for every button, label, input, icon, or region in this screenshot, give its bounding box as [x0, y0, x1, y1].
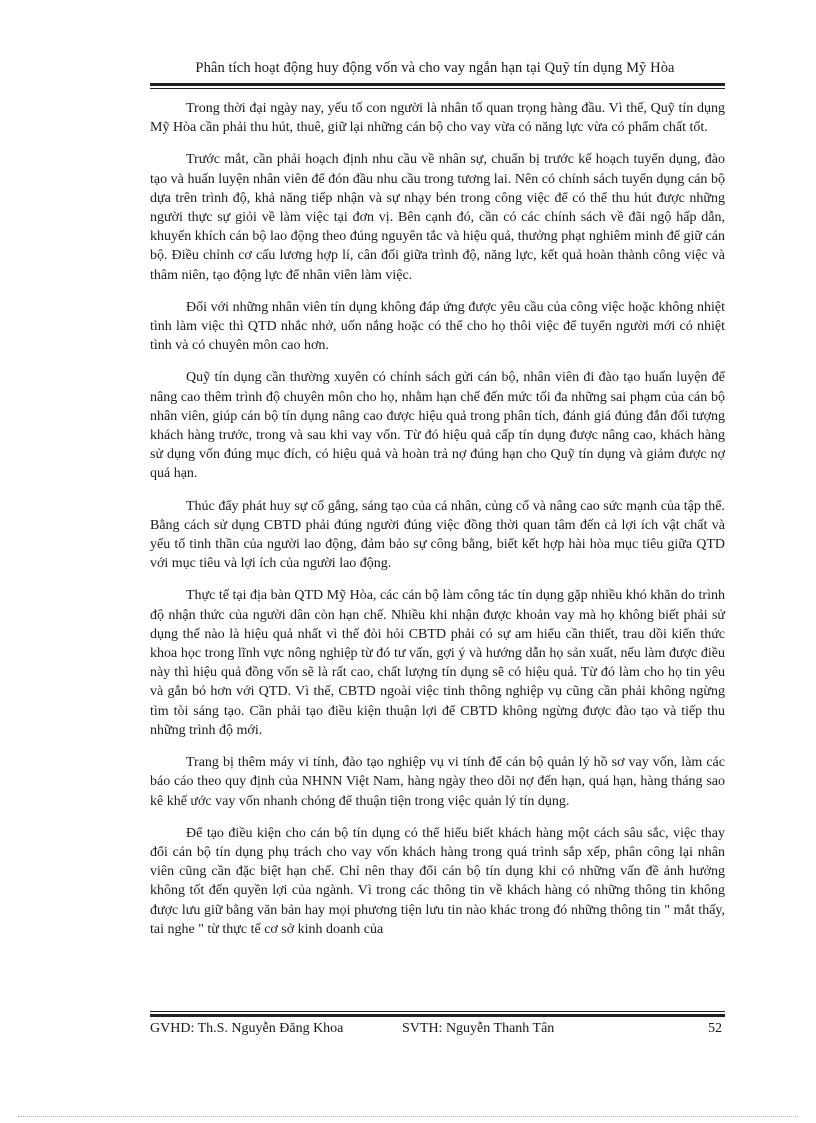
paragraph-8: Để tạo điều kiện cho cán bộ tín dụng có thể hiểu biết khách hàng một cách sâu sắc, việc thay đổi cán bộ tín dụng phụ trách cho vay vốn khách hàng trong quá trình sắp xếp, phân công lại nhân viên cũng cần đặc biệt hạn chế. Chỉ nên thay đổi cán bộ tín dụng khi có những vấn đề ảnh hưởng không tốt đến quyền lợi của ngành. Vì trong các thông tin về khách hàng có những thông tin không được lưu giữ bằng văn bản hay mọi phương tiện lưu tin nào khác trong đó những thông tin " mắt thấy, tai nghe " từ thực tế cơ sở kinh doanh của	[150, 825, 725, 937]
paragraph-5: Thúc đẩy phát huy sự cố gắng, sáng tạo của cá nhân, củng cố và nâng cao sức mạnh của tập thể. Bằng cách sử dụng CBTD phải đúng người đúng việc đồng thời quan tâm đến cả lợi ích vật chất và yếu tố tinh thần của người lao động, đảm bảo sự công bằng, biết kết hợp hài hòa mục tiêu giữa QTD với mục tiêu và lợi ích của người lao động.	[150, 498, 725, 572]
footer-rule-thin	[150, 1011, 725, 1012]
footer-student: SVTH: Nguyễn Thanh Tân	[402, 1021, 555, 1036]
paragraph-2: Trước mắt, cần phải hoạch định nhu cầu về nhân sự, chuẩn bị trước kế hoạch tuyển dụng, đào tạo và huấn luyện nhân viên để đón đầu nhu cầu trong tương lai. Nên có chính sách tuyển dụng cán bộ dựa trên trình độ, khả năng tiếp nhận và sự nhạy bén trong công việc để có thể thu hút được những người thực sự giỏi về làm việc tại đơn vị. Bên cạnh đó, cần có các chính sách về đãi ngộ hấp dẫn, khuyến khích cán bộ lao động theo đúng nguyên tắc và hiệu quả, thưởng phạt nghiêm minh để giữ cán bộ. Điều chỉnh cơ cấu lương hợp lí, cân đối giữa trình độ, năng lực, kết quả hoàn thành công việc và thâm niên, tạo động lực để nhân viên làm việc.	[150, 152, 725, 283]
running-header: Phân tích hoạt động huy động vốn và cho vay ngắn hạn tại Quỹ tín dụng Mỹ Hòa	[195, 60, 675, 76]
paragraph-7: Trang bị thêm máy vi tính, đào tạo nghiệp vụ vi tính để cán bộ quản lý hồ sơ vay vốn, làm các báo cáo theo quy định của NHNN Việt Nam, hàng ngày theo dõi nợ đến hạn, quá hạn, hàng tháng sao kê khế ước vay vốn nhanh chóng để thuận tiện trong việc quản lý tín dụng.	[150, 755, 725, 809]
header-rule-thick	[150, 83, 725, 86]
paragraph-1: Trong thời đại ngày nay, yếu tố con người là nhân tố quan trọng hàng đầu. Vì thế, Quỹ tín dụng Mỹ Hòa cần phải thu hút, thuê, giữ lại những cán bộ cho vay vừa có năng lực vừa có phẩm chất tốt.	[150, 101, 725, 136]
header-rule-thin	[150, 88, 725, 89]
paragraph-3: Đối với những nhân viên tín dụng không đáp ứng được yêu cầu của công việc hoặc không nhiệt tình làm việc thì QTD nhắc nhở, uốn nắng hoặc có thể cho họ thôi việc để tuyển người mới có nhiệt tình và có chuyên môn cao hơn.	[150, 299, 725, 354]
paragraph-4: Quỹ tín dụng cần thường xuyên có chính sách gửi cán bộ, nhân viên đi đào tạo huấn luyện để nâng cao thêm trình độ chuyên môn cho họ, nhằm hạn chế đến mức tối đa những sai phạm của cán bộ nhân viên, giúp cán bộ tín dụng nâng cao được hiệu quả trong phân tích, đánh giá đúng đắn đối tượng khách hàng trước, trong và sau khi vay vốn. Từ đó hiệu quả cấp tín dụng được nâng cao, khách hàng sử dụng vốn đúng mục đích, có hiệu quả và hoàn trả nợ đúng hạn cho Quỹ tín dụng và giảm được nợ quá hạn.	[150, 370, 725, 482]
page-break-line	[18, 1116, 798, 1117]
page-number: 52	[708, 1021, 722, 1036]
body-text	[150, 99, 725, 952]
paragraph-6: Thực tế tại địa bàn QTD Mỹ Hòa, các cán bộ làm công tác tín dụng gặp nhiều khó khăn do trình độ nhận thức của người dân còn hạn chế. Nhiều khi nhận được khoản vay mà họ không biết phải sử dụng thế nào là hiệu quả nhất vì thế đòi hỏi CBTD phải có sự am hiểu cần thiết, trau dồi kiến thức khoa học trong lĩnh vực nông nghiệp từ đó tư vấn, gợi ý và hướng dẫn họ sản xuất, nếu làm được điều này thì hiệu quả đồng vốn sẽ là rất cao, chất lượng tín dụng sẽ có hiệu quả. Từ đó làm cho họ tin yêu và gắn bó hơn với QTD. Vì thế, CBTD ngoài việc tinh thông nghiệp vụ cũng cần phải không ngừng tìm tòi sáng tạo. Cần phải tạo điều kiện thuận lợi để CBTD không ngừng được đào tạo và tiếp thu những trình độ mới.	[150, 588, 725, 738]
footer-rule-thick	[150, 1014, 725, 1017]
footer-advisor: GVHD: Th.S. Nguyễn Đăng Khoa	[150, 1021, 344, 1036]
